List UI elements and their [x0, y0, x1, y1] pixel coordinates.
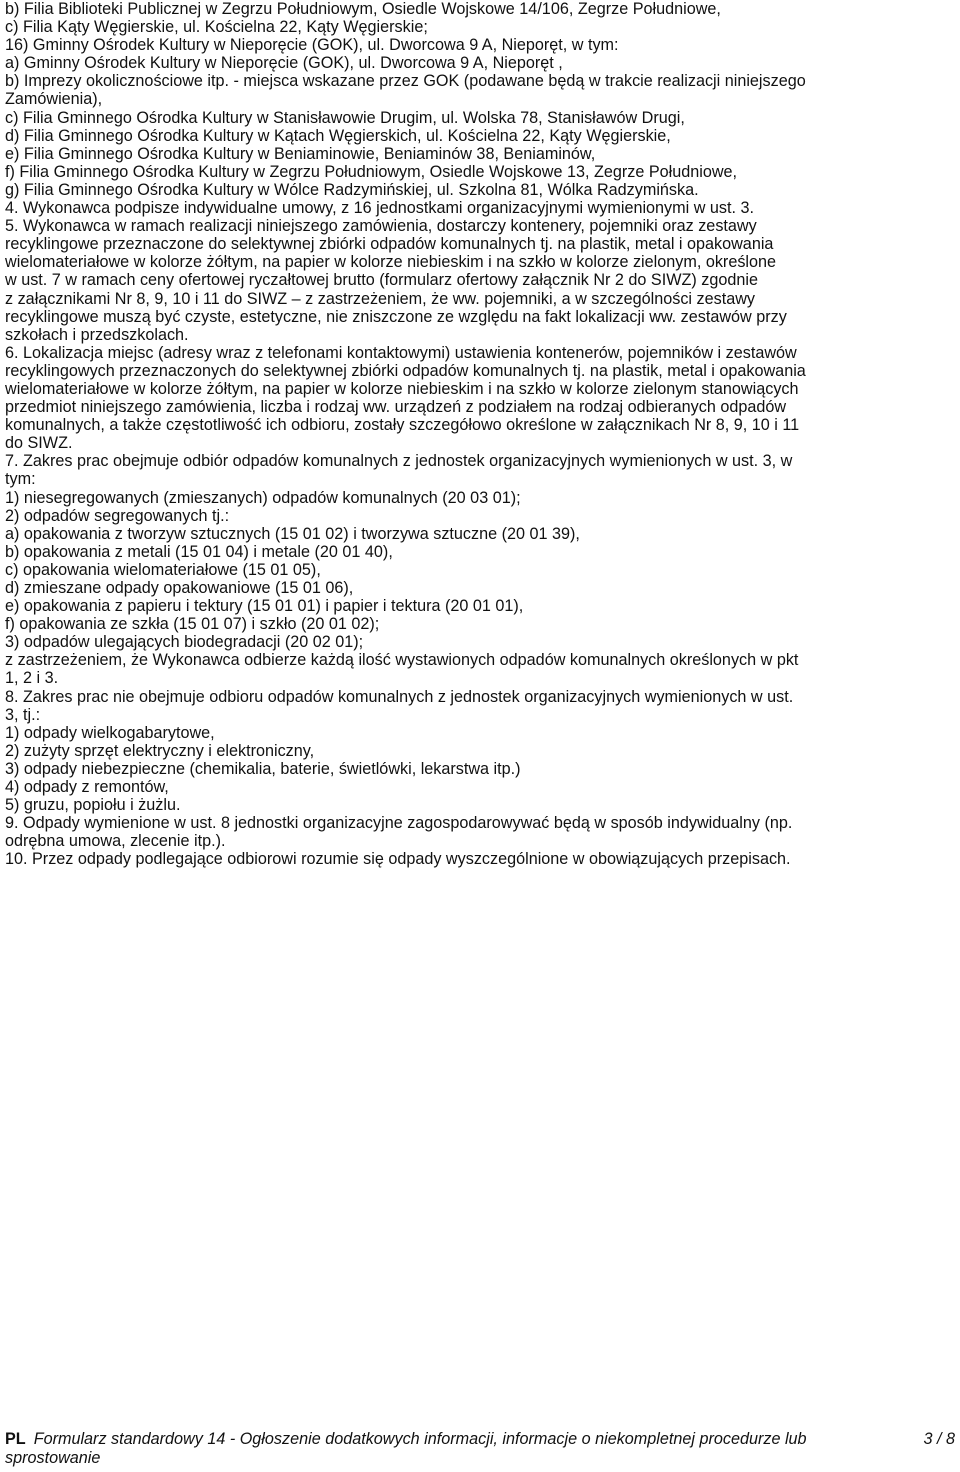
document-line: 2) odpadów segregowanych tj.:: [5, 506, 230, 525]
document-line: komunalnych, a także częstotliwość ich odbioru, zostały szczegółowo określone w załącznikach Nr 8, 9, 10 i 11: [5, 416, 800, 435]
document-line: 3, tj.:: [5, 705, 41, 724]
document-line: odrębna umowa, zlecenie itp.).: [5, 832, 226, 851]
document-line: do SIWZ.: [5, 434, 73, 453]
document-line: 1) niesegregowanych (zmieszanych) odpadów komunalnych (20 03 01);: [5, 488, 521, 507]
footer-form-title: [34, 1430, 876, 1449]
document-line: e) Filia Gminnego Ośrodka Kultury w Beniaminowie, Beniaminów 38, Beniaminów,: [5, 144, 596, 163]
document-line: c) Filia Kąty Węgierskie, ul. Kościelna 22, Kąty Węgierskie;: [5, 18, 428, 37]
document-line: f) opakowania ze szkła (15 01 07) i szkło (20 01 02);: [5, 615, 380, 634]
document-line: g) Filia Gminnego Ośrodka Kultury w Wólce Radzymińskiej, ul. Szkolna 81, Wólka Radzymińska.: [5, 180, 699, 199]
page-footer: [5, 1430, 955, 1467]
document-line: 3) odpady niebezpieczne (chemikalia, baterie, świetlówki, lekarstwa itp.): [5, 759, 521, 778]
document-line: 4) odpady z remontów,: [5, 778, 169, 797]
footer-form-title-line2: sprostowanie: [5, 1448, 101, 1467]
document-line: c) Filia Gminnego Ośrodka Kultury w Stanisławowie Drugim, ul. Wolska 78, Stanisławów Drugi,: [5, 108, 685, 127]
document-line: recyklingowych przeznaczonych do selektywnej zbiórki odpadów komunalnych tj. na plastik, metal i opakowania: [5, 361, 806, 380]
document-line: recyklingowe muszą być czyste, estetyczne, nie zniszczone ze względu na fakt lokalizacji ww. zestawów przy: [5, 307, 787, 326]
document-line: 5) gruzu, popiołu i żużlu.: [5, 796, 181, 815]
document-line: b) Imprezy okolicznościowe itp. - miejsca wskazane przez GOK (podawane będą w trakcie realizacji niniejszego: [5, 72, 806, 91]
document-line: 8. Zakres prac nie obejmuje odbioru odpadów komunalnych z jednostek organizacyjnych wymienionych w ust.: [5, 687, 794, 706]
document-line: 2) zużyty sprzęt elektryczny i elektroniczny,: [5, 741, 315, 760]
document-line: 7. Zakres prac obejmuje odbiór odpadów komunalnych z jednostek organizacyjnych wymienionych w ust. 3, w: [5, 452, 793, 471]
document-line: f) Filia Gminnego Ośrodka Kultury w Zegrzu Południowym, Osiedle Wojskowe 13, Zegrze Południowe,: [5, 162, 738, 181]
document-line: 1) odpady wielkogabarytowe,: [5, 723, 215, 742]
document-line: d) Filia Gminnego Ośrodka Kultury w Kątach Węgierskich, ul. Kościelna 22, Kąty Węgierskie,: [5, 126, 671, 145]
document-line: a) Gminny Ośrodek Kultury w Nieporęcie (GOK), ul. Dworcowa 9 A, Nieporęt ,: [5, 54, 563, 73]
footer-form-title-line1: Formularz standardowy 14 - Ogłoszenie dodatkowych informacji, informacje o niekompletnej procedurze lub: [33, 1430, 807, 1448]
document-line: Zamówienia),: [5, 90, 103, 109]
footer-language: PL: [5, 1430, 26, 1448]
document-line: 16) Gminny Ośrodek Kultury w Nieporęcie (GOK), ul. Dworcowa 9 A, Nieporęt, w tym:: [5, 36, 619, 55]
document-line: z zastrzeżeniem, że Wykonawca odbierze każdą ilość wystawionych odpadów komunalnych określonych w pkt: [5, 651, 799, 670]
document-line: wielomateriałowe w kolorze żółtym, na papier w kolorze niebieskim i na szkło w kolorze zielonym stanowiących: [5, 379, 799, 398]
document-line: tym:: [5, 470, 36, 489]
document-line: wielomateriałowe w kolorze żółtym, na papier w kolorze niebieskim i na szkło w kolorze zielonym, określone: [5, 253, 777, 272]
document-body: [5, 0, 953, 869]
document-line: z załącznikami Nr 8, 9, 10 i 11 do SIWZ – z zastrzeżeniem, że ww. pojemniki, a w szczególności zestawy: [5, 289, 755, 308]
document-line: 5. Wykonawca w ramach realizacji niniejszego zamówienia, dostarczy kontenery, pojemniki oraz zestawy: [5, 217, 757, 236]
document-line: recyklingowe przeznaczone do selektywnej zbiórki odpadów komunalnych tj. na plastik, metal i opakowania: [5, 235, 774, 254]
document-line: b) Filia Biblioteki Publicznej w Zegrzu Południowym, Osiedle Wojskowe 14/106, Zegrze Południowe,: [5, 0, 721, 18]
document-line: w ust. 7 w ramach ceny ofertowej ryczałtowej brutto (formularz ofertowy załącznik Nr 2 do SIWZ) zgodnie: [5, 271, 758, 290]
document-line: c) opakowania wielomateriałowe (15 01 05),: [5, 560, 321, 579]
document-line: a) opakowania z tworzyw sztucznych (15 01 02) i tworzywa sztuczne (20 01 39),: [5, 524, 580, 543]
document-line: szkołach i przedszkolach.: [5, 325, 189, 344]
document-line: 6. Lokalizacja miejsc (adresy wraz z telefonami kontaktowymi) ustawienia kontenerów, pojemników i zestawów: [5, 343, 797, 362]
document-line: przedmiot niniejszego zamówienia, liczba i rodzaj ww. urządzeń z podziałem na rodzaj odbieranych odpadów: [5, 398, 787, 417]
document-line: 4. Wykonawca podpisze indywidualne umowy, z 16 jednostkami organizacyjnymi wymienionymi w ust. 3.: [5, 199, 755, 218]
document-line: e) opakowania z papieru i tektury (15 01 01) i papier i tektura (20 01 01),: [5, 597, 524, 616]
document-line: 9. Odpady wymienione w ust. 8 jednostki organizacyjne zagospodarowywać będą w sposób indywidualny (np.: [5, 814, 793, 833]
footer-page-number: 3 / 8: [923, 1430, 955, 1448]
document-line: 10. Przez odpady podlegające odbiorowi rozumie się odpady wyszczególnione w obowiązujących przepisach.: [5, 850, 791, 869]
document-line: 3) odpadów ulegających biodegradacji (20 02 01);: [5, 633, 364, 652]
document-line: b) opakowania z metali (15 01 04) i metale (20 01 40),: [5, 542, 393, 561]
document-line: d) zmieszane odpady opakowaniowe (15 01 06),: [5, 579, 354, 597]
document-line: 1, 2 i 3.: [5, 669, 59, 688]
